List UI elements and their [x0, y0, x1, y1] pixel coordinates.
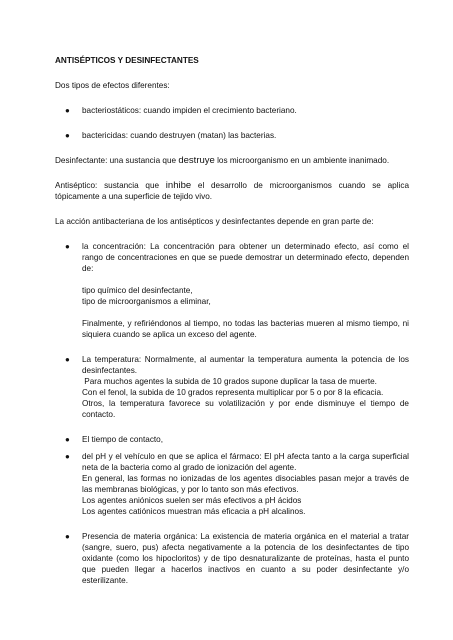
list-item: [55, 451, 409, 517]
factor-main: El tiempo de contacto,: [82, 435, 164, 444]
definition-antiseptico: [55, 180, 409, 202]
definition-text: los microorganismo en un ambiente inanimado.: [214, 156, 390, 165]
list-item: [55, 105, 409, 116]
factor-main: Presencia de materia orgánica: La existencia de materia orgánica en el material a tratar (sangre, suero, pus) afecta negativamente a la potencia de los desinfectantes de tipo oxidante (como los hipocloritos) y de tipo desnaturalizante de proteínas, hasta el punto que pueden llegar a hacerlos inactivos en cuanto a su poder desinfectante y/o esterilizante.: [82, 532, 409, 585]
bullet-icon: ●: [65, 242, 70, 251]
bullet-icon: ●: [65, 452, 70, 461]
list-item: [55, 130, 409, 141]
factor-line: Otros, la temperatura favorece su volatilización y por ende disminuye el tiempo de contacto.: [82, 399, 409, 419]
effect-text: bactericidas: cuando destruyen (matan) las bacterias.: [82, 131, 277, 140]
definition-desinfectante: [55, 155, 409, 166]
factor-line: Con el fenol, la subida de 10 grados representa multiplicar por 5 o por 8 la eficacia.: [82, 388, 384, 397]
definition-text: el desarrollo de microorganismos cuando se aplica tópicamente a una superficie de tejido vivo.: [55, 181, 409, 201]
factors-list: [55, 241, 409, 586]
definition-text: Antiséptico: sustancia que: [55, 181, 166, 190]
accion-text: La acción antibacteriana de los antisépticos y desinfectantes depende en gran parte de:: [55, 217, 374, 226]
factor-main: La temperatura: Normalmente, al aumentar la temperatura aumenta la potencia de los desinfectantes.: [82, 355, 409, 375]
factor-final: Finalmente, y refiriéndonos al tiempo, no todas las bacterias mueren al mismo tiempo, ni siquiera cuando se aplica un exceso del agente.: [82, 319, 409, 339]
list-item: [55, 434, 409, 445]
emphasis-word: destruye: [178, 155, 215, 166]
factor-line: Los agentes aniónicos suelen ser más efectivos a pH ácidos: [82, 496, 302, 505]
bullet-icon: ●: [65, 131, 70, 140]
bullet-icon: ●: [65, 106, 70, 115]
document-title: ANTISÉPTICOS Y DESINFECTANTES: [55, 56, 199, 65]
factor-main: la concentración: La concentración para obtener un determinado efecto, así como el rango de concentraciones en que se puede demostrar un determinado efecto, dependen de:: [82, 242, 409, 273]
list-item: [55, 241, 409, 340]
factor-line: Para muchos agentes la subida de 10 grados supone duplicar la tasa de muerte.: [82, 377, 377, 386]
factor-line: Los agentes catiónicos muestran más eficacia a pH alcalinos.: [82, 507, 306, 516]
factor-line: En general, las formas no ionizadas de los agentes disociables pasan mejor a través de las membranas biológicas, y por lo tanto son más efectivos.: [82, 474, 409, 494]
factor-sub: tipo químico del desinfectante,: [82, 286, 193, 295]
factor-main: del pH y el vehículo en que se aplica el fármaco: El pH afecta tanto a la carga superficial neta de la bacteria como al grado de ionización del agente.: [82, 452, 409, 472]
factor-sub: tipo de microorganismos a eliminar,: [82, 297, 211, 306]
definition-text: Desinfectante: una sustancia que: [55, 156, 179, 165]
bullet-icon: ●: [65, 532, 70, 541]
list-item: [55, 354, 409, 420]
bullet-icon: ●: [65, 355, 70, 364]
list-item: [55, 531, 409, 586]
bullet-icon: ●: [65, 435, 70, 444]
intro-text: Dos tipos de efectos diferentes:: [55, 81, 170, 90]
effects-list: [55, 105, 409, 141]
emphasis-word: inhibe: [165, 180, 192, 191]
effect-text: bacteriostáticos: cuando impiden el crecimiento bacteriano.: [82, 106, 297, 115]
